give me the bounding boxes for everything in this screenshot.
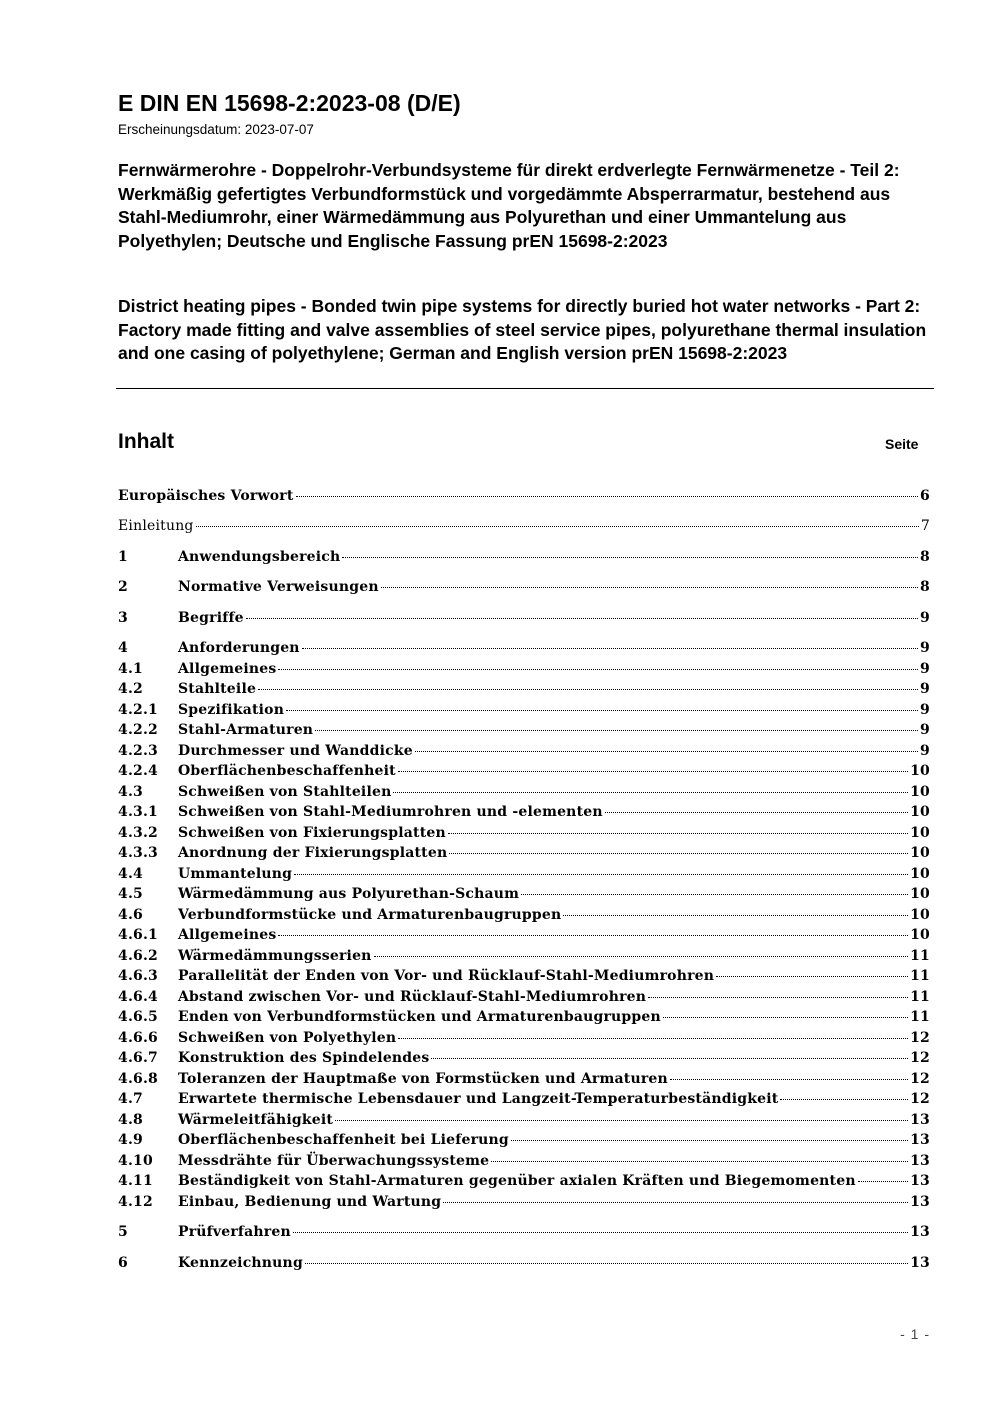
toc-entry[interactable] (118, 741, 930, 761)
toc-entry-title: Schweißen von Stahlteilen (178, 784, 392, 800)
toc-entry[interactable] (118, 802, 930, 822)
toc-entry-number: 4.7 (118, 1091, 143, 1107)
toc-entry-title: Anordnung der Fixierungsplatten (178, 845, 448, 861)
toc-dot-leader (246, 618, 918, 619)
toc-entry-page: 11 (910, 989, 930, 1005)
toc-dot-leader (670, 1079, 908, 1080)
toc-entry[interactable] (118, 823, 930, 843)
toc-entry[interactable] (118, 966, 930, 986)
toc-entry-title: Wärmedämmung aus Polyurethan-Schaum (178, 886, 520, 902)
toc-entry-page: 10 (910, 784, 930, 800)
toc-dot-leader (511, 1140, 908, 1141)
toc-entry[interactable] (118, 1151, 930, 1171)
toc-entry-page: 13 (910, 1173, 930, 1189)
toc-entry-title: Wärmeleitfähigkeit (178, 1112, 334, 1128)
toc-entry[interactable] (118, 987, 930, 1007)
toc-dot-leader (780, 1099, 908, 1100)
toc-dot-leader (521, 894, 908, 895)
toc-entry-number: 4.3 (118, 784, 143, 800)
toc-entry[interactable] (118, 1222, 930, 1242)
toc-dot-leader (305, 1263, 908, 1264)
toc-entry-title: Kennzeichnung (178, 1255, 303, 1271)
toc-entry-number: 4.6.3 (118, 968, 158, 984)
toc-dot-leader (443, 1202, 908, 1203)
toc-entry-page: 12 (910, 1091, 930, 1107)
toc-entry-page: 9 (920, 681, 930, 697)
toc-entry[interactable] (118, 608, 930, 628)
toc-entry[interactable] (118, 659, 930, 679)
toc-heading: Inhalt (118, 430, 174, 453)
toc-dot-leader (302, 648, 918, 649)
toc-entry-page: 10 (910, 845, 930, 861)
toc-entry-number: 2 (118, 579, 128, 595)
toc-entry[interactable] (118, 1028, 930, 1048)
toc-entry[interactable] (118, 1192, 930, 1212)
toc-entry-title: Begriffe (178, 610, 244, 626)
toc-dot-leader (315, 730, 918, 731)
toc-entry-number: 4.12 (118, 1194, 153, 1210)
toc-entry[interactable] (118, 1110, 930, 1130)
toc-dot-leader (605, 812, 908, 813)
document-id: E DIN EN 15698-2:2023-08 (D/E) (118, 90, 461, 116)
toc-entry-number: 4.2.3 (118, 743, 158, 759)
toc-entry-page: 9 (920, 661, 930, 677)
toc-entry[interactable] (118, 1007, 930, 1027)
toc-entry-page: 13 (910, 1255, 930, 1271)
title-german: Fernwärmerohre - Doppelrohr-Verbundsysteme für direkt erdverlegte Fernwärmenetze - Teil 2: Werkmäßig gefertigtes Verbundformstück und vorgedämmte Absperrarmatur, bestehend aus Stahl-Mediumrohr, einer Wärmedämmung aus Polyurethan und einer Ummantelung aus Polyethylen; Deutsche und Englische Fassung prEN 15698-2:2023 (118, 160, 900, 251)
toc-dot-leader (858, 1181, 908, 1182)
toc-entry-page: 10 (910, 763, 930, 779)
toc-entry-title: Verbundformstücke und Armaturenbaugruppen (178, 907, 562, 923)
toc-entry-title: Konstruktion des Spindelendes (178, 1050, 430, 1066)
toc-entry-number: 4.9 (118, 1132, 143, 1148)
toc-entry-page: 12 (910, 1071, 930, 1087)
toc-entry-page: 13 (910, 1194, 930, 1210)
toc-entry-number: 4.2.2 (118, 722, 158, 738)
toc-entry-number: 4.3.3 (118, 845, 158, 861)
toc-entry-page: 10 (910, 804, 930, 820)
toc-entry[interactable] (118, 1089, 930, 1109)
toc-dot-leader (431, 1058, 908, 1059)
toc-entry-title: Ummantelung (178, 866, 293, 882)
toc-entry-page: 10 (910, 825, 930, 841)
toc-entry-title: Einbau, Bedienung und Wartung (178, 1194, 442, 1210)
toc-entry-title: Abstand zwischen Vor- und Rücklauf-Stahl-Mediumrohren (178, 989, 647, 1005)
toc-entry-title: Beständigkeit von Stahl-Armaturen gegenüber axialen Kräften und Biegemomenten (178, 1173, 856, 1189)
publication-date: Erscheinungsdatum: 2023-07-07 (118, 122, 314, 137)
toc-entry[interactable] (118, 864, 930, 884)
toc-entry-title: Anwendungsbereich (178, 549, 341, 565)
toc-entry[interactable] (118, 782, 930, 802)
toc-entry[interactable] (118, 761, 930, 781)
toc-entry[interactable] (118, 486, 930, 506)
toc-entry-title: Allgemeines (178, 661, 277, 677)
toc-dot-leader (294, 874, 908, 875)
toc-entry-number: 4.6.4 (118, 989, 158, 1005)
toc-dot-leader (258, 689, 918, 690)
toc-dot-leader (393, 792, 908, 793)
toc-entry-title: Enden von Verbundformstücken und Armaturenbaugruppen (178, 1009, 661, 1025)
toc-entry-number: 4.2.1 (118, 702, 158, 718)
toc-entry-page: 13 (910, 1153, 930, 1169)
toc-entry-title: Spezifikation (178, 702, 285, 718)
toc-entry[interactable] (118, 946, 930, 966)
toc-dot-leader (278, 935, 908, 936)
toc-entry-number: 4 (118, 640, 128, 656)
toc-dot-leader (449, 853, 908, 854)
toc-entry-number: 4.11 (118, 1173, 153, 1189)
toc-entry-number: 4.6.6 (118, 1030, 158, 1046)
toc-entry-number: 4.3.1 (118, 804, 158, 820)
toc-entry-page: 9 (920, 743, 930, 759)
toc-entry-number: 4.2.4 (118, 763, 158, 779)
toc-entry-title: Stahl-Armaturen (178, 722, 314, 738)
toc-entry-title: Schweißen von Polyethylen (178, 1030, 397, 1046)
toc-entry-page: 10 (910, 866, 930, 882)
toc-entry-number: 4.10 (118, 1153, 153, 1169)
toc-entry-page: 13 (910, 1132, 930, 1148)
toc-entry-page: 11 (910, 1009, 930, 1025)
toc-dot-leader (398, 1038, 908, 1039)
toc-entry-title: Stahlteile (178, 681, 257, 697)
toc-entry-title: Einleitung (118, 518, 194, 534)
toc-entry[interactable] (118, 516, 930, 536)
toc-dot-leader (293, 1232, 908, 1233)
toc-entry[interactable] (118, 1069, 930, 1089)
toc-dot-leader (278, 669, 918, 670)
toc-entry-page: 9 (920, 722, 930, 738)
toc-dot-leader (491, 1161, 908, 1162)
toc-entry-page: 7 (920, 518, 930, 534)
toc-dot-leader (648, 997, 908, 998)
toc-entry[interactable] (118, 1253, 930, 1273)
toc-entry-page: 10 (910, 927, 930, 943)
toc-entry-page: 10 (910, 886, 930, 902)
toc-entry[interactable] (118, 720, 930, 740)
toc-entry-page: 13 (910, 1224, 930, 1240)
toc-entry-page: 10 (910, 907, 930, 923)
toc-entry-number: 4.8 (118, 1112, 143, 1128)
toc-entry-title: Anforderungen (178, 640, 300, 656)
toc-entry-page: 12 (910, 1050, 930, 1066)
toc-entry-title: Oberflächenbeschaffenheit bei Lieferung (178, 1132, 509, 1148)
toc-entry-title: Erwartete thermische Lebensdauer und Langzeit-Temperaturbeständigkeit (178, 1091, 779, 1107)
toc-entry-number: 4.4 (118, 866, 143, 882)
toc-entry[interactable] (118, 1048, 930, 1068)
toc-entry[interactable] (118, 1171, 930, 1191)
toc-entry-number: 4.6.1 (118, 927, 158, 943)
toc-entry-number: 4.2 (118, 681, 143, 697)
toc-entry[interactable] (118, 679, 930, 699)
toc-entry-number: 4.1 (118, 661, 143, 677)
toc-entry-title: Toleranzen der Hauptmaße von Formstücken und Armaturen (178, 1071, 668, 1087)
toc-entry[interactable] (118, 905, 930, 925)
toc-entry[interactable] (118, 884, 930, 904)
toc-dot-leader (448, 833, 908, 834)
toc-dot-leader (563, 915, 908, 916)
toc-entry-number: 3 (118, 610, 128, 626)
toc-entry-title: Wärmedämmungsserien (178, 948, 372, 964)
toc-entry[interactable] (118, 577, 930, 597)
toc-entry-page: 12 (910, 1030, 930, 1046)
toc-entry-number: 4.6.5 (118, 1009, 158, 1025)
title-divider (116, 388, 934, 389)
toc-entry-title: Prüfverfahren (178, 1224, 291, 1240)
toc-dot-leader (196, 526, 919, 527)
toc-entry[interactable] (118, 547, 930, 567)
toc-entry-number: 4.6.8 (118, 1071, 158, 1087)
toc-entry-title: Allgemeines (178, 927, 277, 943)
toc-entry-number: 4.6 (118, 907, 143, 923)
toc-entry-page: 9 (920, 702, 930, 718)
toc-entry-title: Normative Verweisungen (178, 579, 379, 595)
toc-entry-page: 8 (920, 549, 930, 565)
toc-entry-page: 6 (920, 488, 930, 504)
toc-entry-page: 11 (910, 948, 930, 964)
title-english: District heating pipes - Bonded twin pipe systems for directly buried hot water networks - Part 2: Factory made fitting and valve assemblies of steel service pipes, polyurethane thermal insulation and one casing of polyethylene; German and English version prEN 15698-2:2023 (118, 296, 927, 363)
toc-entry-page: 13 (910, 1112, 930, 1128)
toc-entry-title: Parallelität der Enden von Vor- und Rücklauf-Stahl-Mediumrohren (178, 968, 715, 984)
toc-dot-leader (296, 496, 919, 497)
toc-dot-leader (286, 710, 918, 711)
toc-dot-leader (663, 1017, 908, 1018)
page-number: - 1 - (900, 1326, 930, 1342)
toc-entry-number: 5 (118, 1224, 128, 1240)
toc-dot-leader (716, 976, 908, 977)
toc-entry-number: 4.3.2 (118, 825, 158, 841)
toc-entry-number: 6 (118, 1255, 128, 1271)
toc-dot-leader (415, 751, 918, 752)
toc-entry-title: Schweißen von Fixierungsplatten (178, 825, 446, 841)
toc-entry-page: 9 (920, 640, 930, 656)
toc-entry-page: 11 (910, 968, 930, 984)
toc-entry[interactable] (118, 638, 930, 658)
toc-entry-number: 4.6.2 (118, 948, 158, 964)
toc-entry-number: 4.5 (118, 886, 143, 902)
toc-entry-page: 8 (920, 579, 930, 595)
toc-page-column-label: Seite (885, 436, 919, 452)
toc-dot-leader (374, 956, 909, 957)
toc-dot-leader (335, 1120, 908, 1121)
toc-entry-title: Schweißen von Stahl-Mediumrohren und -elementen (178, 804, 603, 820)
toc-dot-leader (342, 557, 918, 558)
toc-entry-title: Oberflächenbeschaffenheit (178, 763, 396, 779)
toc-entry-title: Europäisches Vorwort (118, 488, 294, 504)
toc-entry-title: Durchmesser und Wanddicke (178, 743, 413, 759)
toc-entry[interactable] (118, 700, 930, 720)
toc-entry[interactable] (118, 925, 930, 945)
toc-entry[interactable] (118, 1130, 930, 1150)
toc-entry-page: 9 (920, 610, 930, 626)
toc-entry-number: 4.6.7 (118, 1050, 158, 1066)
toc-dot-leader (381, 587, 918, 588)
toc-dot-leader (398, 771, 908, 772)
toc-entry-number: 1 (118, 549, 128, 565)
toc-entry[interactable] (118, 843, 930, 863)
toc-entry-title: Messdrähte für Überwachungssysteme (178, 1153, 490, 1169)
